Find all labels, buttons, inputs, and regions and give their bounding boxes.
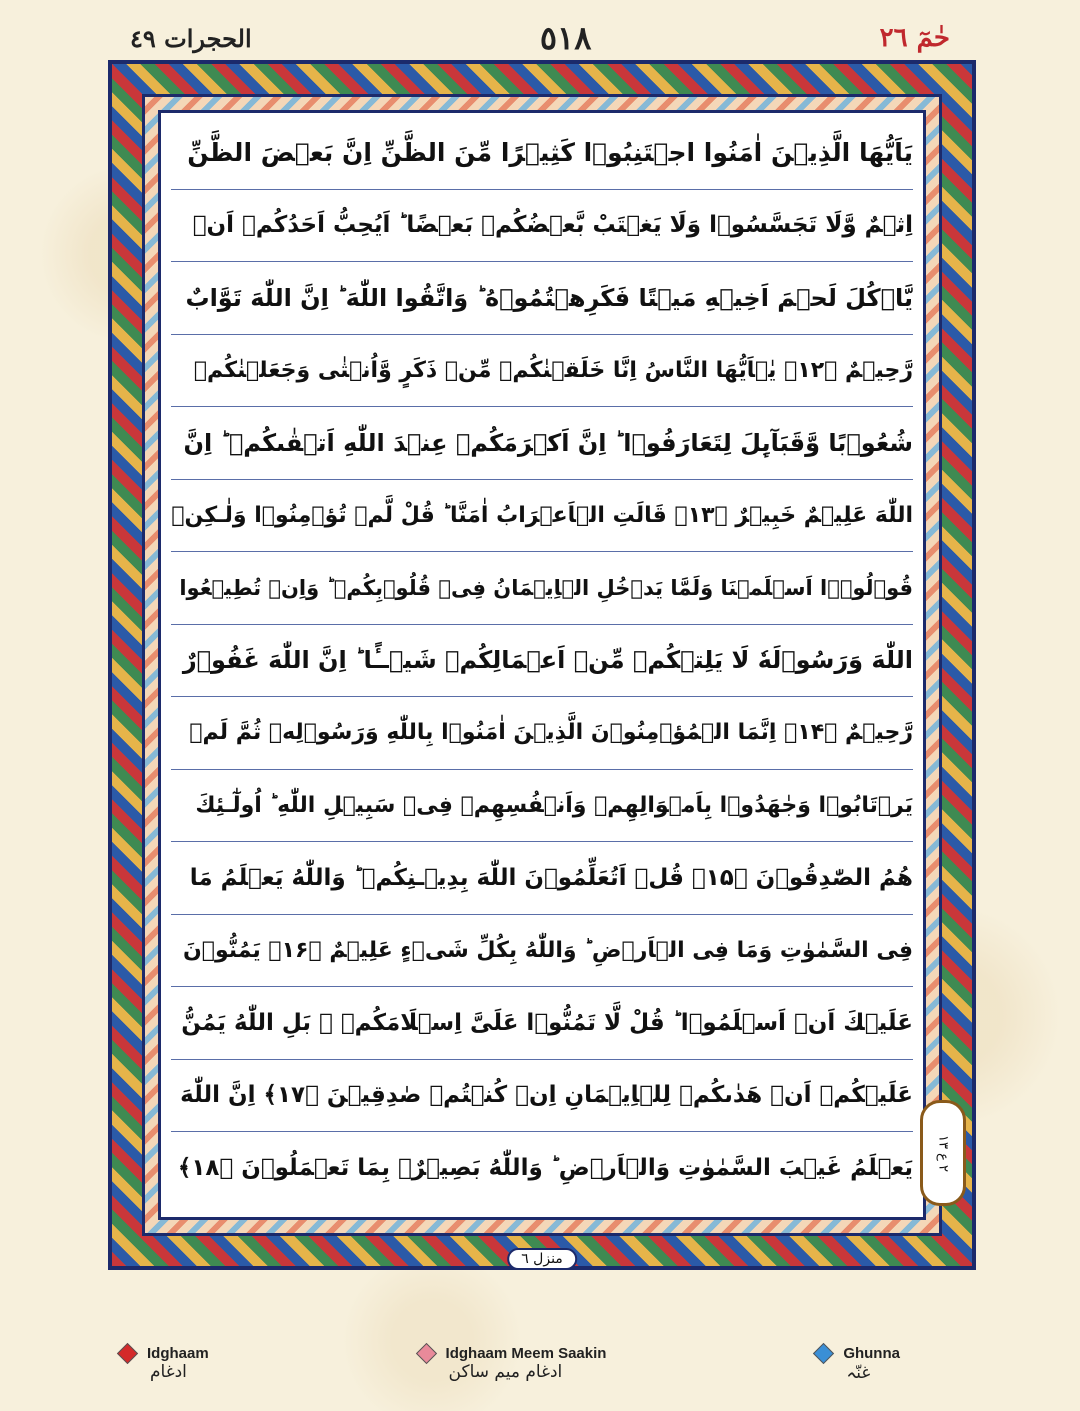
- text-line: [171, 625, 913, 698]
- text-line: [171, 407, 913, 480]
- legend-label-en: Ghunna: [843, 1345, 900, 1362]
- ruku-marker: ٢ ع ١٣: [920, 1100, 966, 1206]
- legend-item-idghaam-meem-saakin: [419, 1345, 607, 1405]
- text-line-content: اللّٰهَ عَلِيۡمٌ خَبِيۡرٌ ﴿۱۳﴾ قَالَتِ الۡاَعۡرَابُ اٰمَنَّا ؕ قُلْ لَّمۡ تُؤۡمِنُوۡا وَلٰـكِنۡ: [171, 502, 913, 528]
- text-line-content: هُمُ الصّٰدِقُوۡنَ ﴿۱۵﴾ قُلۡ اَتُعَلِّمُوۡنَ اللّٰهَ بِدِيۡـنِكُمۡ ؕ وَاللّٰهُ يَعۡلَمُ مَا: [189, 864, 913, 891]
- diamond-icon: [415, 1343, 436, 1364]
- text-line-content: قُوۡلُوۡۤا اَسۡلَمۡنَا وَلَمَّا يَدۡخُلِ الۡاِيۡمَانُ فِىۡ قُلُوۡبِكُمۡ ؕ وَاِنۡ تُطِيۡعُوا: [179, 575, 913, 600]
- text-line: [171, 262, 913, 335]
- surah-label: الحجرات ٤٩: [130, 23, 252, 53]
- text-line: [171, 480, 913, 553]
- text-line: [171, 117, 913, 190]
- ornamental-border: [108, 60, 976, 1270]
- quran-text-area: [158, 110, 926, 1220]
- tajweed-legend: [120, 1345, 900, 1405]
- text-line-content: شُعُوۡبًا وَّقَبَآٮِٕلَ لِتَعَارَفُوۡا ؕ اِنَّ اَكۡرَمَكُمۡ عِنۡدَ اللّٰهِ اَتۡقٰٮكُمۡ ؕ اِنَّ: [183, 428, 913, 457]
- text-line-content: اللّٰهَ وَرَسُوۡلَهٗ لَا يَلِتۡكُمۡ مِّنۡ اَعۡمَالِكُمۡ شَيۡــًٔا ؕ اِنَّ اللّٰهَ غَفُوۡرٌ: [182, 646, 913, 675]
- text-line: [171, 697, 913, 770]
- text-line: [171, 987, 913, 1060]
- text-line: [171, 1132, 913, 1204]
- text-line-content: يَّاۡكُلَ لَحۡمَ اَخِيۡهِ مَيۡتًا فَكَرِهۡتُمُوۡهُ ؕ وَاتَّقُوا اللّٰهَ ؕ اِنَّ اللّٰهَ تَوَّابٌ: [185, 283, 913, 312]
- text-line: [171, 915, 913, 988]
- text-line-content: فِى السَّمٰوٰتِ وَمَا فِى الۡاَرۡضِ ؕ وَاللّٰهُ بِكُلِّ شَىۡءٍ عَلِيۡمٌ ﴿۱۶﴾ يَمُنُّوۡنَ: [182, 937, 913, 963]
- text-line: [171, 1060, 913, 1133]
- legend-label-en: Idghaam Meem Saakin: [445, 1345, 607, 1362]
- diamond-icon: [117, 1343, 138, 1364]
- legend-label-ar: ادغام: [150, 1362, 187, 1382]
- text-line-content: رَّحِيۡمٌ ﴿۱۴﴾ اِنَّمَا الۡمُؤۡمِنُوۡنَ الَّذِيۡنَ اٰمَنُوۡا بِاللّٰهِ وَرَسُوۡلِهٖ ثُمَّ لَمۡ: [189, 720, 913, 746]
- legend-item-idghaam: [120, 1345, 209, 1405]
- text-line: [171, 335, 913, 408]
- diamond-icon: [813, 1343, 834, 1364]
- text-line-content: رَّحِيۡمٌ ﴿۱۲﴾ يٰۤاَيُّهَا النَّاسُ اِنَّا خَلَقۡنٰكُمۡ مِّنۡ ذَكَرٍ وَّاُنۡثٰى وَجَعَلۡنٰكُمۡ: [193, 357, 913, 383]
- legend-label-en: Idghaam: [147, 1345, 209, 1362]
- text-line: [171, 770, 913, 843]
- text-line: [171, 190, 913, 263]
- legend-label-ar: غنّہ: [846, 1363, 871, 1383]
- juz-label: حٰمٓ ٢٦: [879, 23, 950, 53]
- text-line-content: اِثۡمٌ وَّلَا تَجَسَّسُوۡا وَلَا يَغۡتَبْ بَّعۡضُكُمۡ بَعۡضًا ؕ اَيُحِبُّ اَحَدُكُمۡ اَنۡ: [192, 212, 913, 239]
- text-line-content: يَعۡلَمُ غَيۡبَ السَّمٰوٰتِ وَالۡاَرۡضِ ؕ وَاللّٰهُ بَصِيۡرٌۢ بِمَا تَعۡمَلُوۡنَ ﴿۱۸﴾: [177, 1154, 913, 1181]
- legend-item-ghunna: [816, 1345, 900, 1405]
- legend-label-ar: ادغام ميم ساكن: [448, 1362, 563, 1382]
- text-line-content: عَلَيۡكَ اَنۡ اَسۡلَمُوۡا ؕ قُلْ لَّا تَمُنُّوۡا عَلَىَّ اِسۡلَامَكُمۡ ۚ بَلِ اللّٰهُ يَمُنُّ: [181, 1009, 913, 1036]
- text-line-content: عَلَيۡكُمۡ اَنۡ هَدٰٮكُمۡ لِلۡاِيۡمَانِ اِنۡ كُنۡتُمۡ صٰدِقِيۡنَ ﴿۱۷﴾ اِنَّ اللّٰهَ: [180, 1082, 913, 1109]
- text-line: [171, 552, 913, 625]
- text-line: [171, 842, 913, 915]
- text-line-content: يَرۡتَابُوۡا وَجٰهَدُوۡا بِاَمۡوَالِهِمۡ وَاَنۡفُسِهِمۡ فِىۡ سَبِيۡلِ اللّٰهِ ؕ اُولٰٓـئِكَ: [195, 792, 913, 818]
- page-number: ٥١٨: [539, 19, 592, 57]
- manzil-label: منزل ٦: [507, 1248, 577, 1270]
- text-line-content: يَاَيُّهَا الَّذِيۡنَ اٰمَنُوا اجۡتَنِبُوۡا كَثِيۡرًا مِّنَ الظَّنِّ اِنَّ بَعۡضَ الظَّنِّ: [187, 138, 913, 168]
- page-header: [130, 18, 950, 58]
